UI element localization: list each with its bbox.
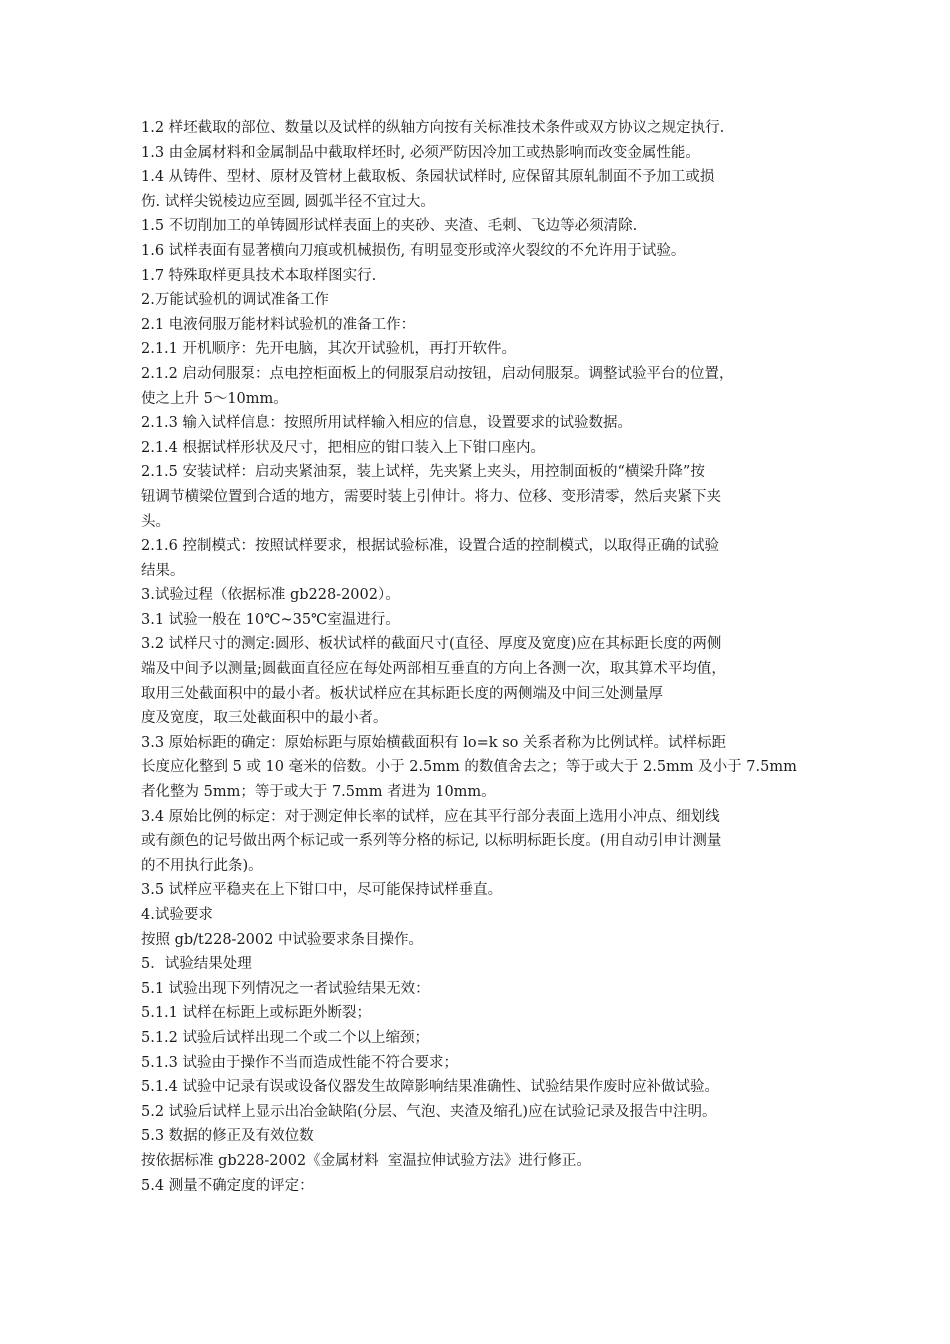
text-line: 1.2 样坯截取的部位、数量以及试样的纵轴方向按有关标准技术条件或双方协议之规定执行. <box>141 120 725 136</box>
text-line: 者化整为 5mm；等于或大于 7.5mm 者进为 10mm。 <box>141 784 496 801</box>
text-line: 度及宽度，取三处截面积中的最小者。 <box>141 710 388 727</box>
text-line: 2.1 电液伺服万能材料试验机的准备工作： <box>141 316 416 333</box>
text-line: 3.2 试样尺寸的测定:圆形、板状试样的截面尺寸(直径、厚度及宽度)应在其标距长度的两侧 <box>141 636 722 653</box>
text-line: 5.3 数据的修正及有效位数 <box>141 1128 314 1145</box>
text-line: 3.3 原始标距的确定：原始标距与原始横截面积有 lo=k so 关系者称为比例试样。试样标距 <box>141 734 726 751</box>
document-body <box>141 116 817 1198</box>
section-heading: 3.试验过程（依据标准 gb228-2002）。 <box>141 587 400 604</box>
text-line: 1.5 不切削加工的单铸圆形试样表面上的夹砂、夹渣、毛刺、飞边等必须清除. <box>141 218 638 235</box>
text-line: 端及中间予以测量;圆截面直径应在每处两部相互垂直的方向上各测一次，取其算术平均值， <box>141 661 726 678</box>
text-line: 按依据标准 gb228-2002《金属材料 室温拉伸试验方法》进行修正。 <box>141 1152 591 1169</box>
text-line: 结果。 <box>141 562 185 579</box>
section-heading: 4.试验要求 <box>141 907 213 923</box>
text-line: 的不用执行此条)。 <box>141 857 263 874</box>
text-line: 1.7 特殊取样更具技术本取样图实行. <box>141 267 377 284</box>
text-line: 5.1.4 试验中记录有误或设备仪器发生故障影响结果准确性、试验结果作废时应补做试验。 <box>141 1079 719 1096</box>
text-line: 2.1.2 启动伺服泵：点电控柜面板上的伺服泵启动按钮，启动伺服泵。调整试验平台的位置， <box>141 365 734 382</box>
text-line: 1.3 由金属材料和金属制品中截取样坯时, 必须严防因冷加工或热影响而改变金属性能。 <box>141 144 700 161</box>
text-line: 3.5 试样应平稳夹在上下钳口中，尽可能保持试样垂直。 <box>141 882 503 899</box>
text-line: 5.2 试验后试样上显示出冶金缺陷(分层、气泡、夹渣及缩孔)应在试验记录及报告中注明。 <box>141 1103 717 1120</box>
text-line: 5.1.2 试验后试样出现二个或二个以上缩颈； <box>141 1029 430 1046</box>
text-line: 3.4 原始比例的标定：对于测定伸长率的试样，应在其平行部分表面上选用小冲点、细划线 <box>141 808 720 825</box>
text-line: 长度应化整到 5 或 10 毫米的倍数。小于 2.5mm 的数值舍去之；等于或大于 2.5mm 及小于 7.5mm <box>141 759 797 776</box>
text-line: 2.1.3 输入试样信息：按照所用试样输入相应的信息，设置要求的试验数据。 <box>141 415 633 432</box>
text-line: 取用三处截面积中的最小者。板状试样应在其标距长度的两侧端及中间三处测量厚 <box>141 685 663 702</box>
text-line: 5.1 试验出现下列情况之一者试验结果无效： <box>141 980 430 997</box>
text-line: 钮调节横梁位置到合适的地方，需要时装上引伸计。将力、位移、变形清零，然后夹紧下夹 <box>141 488 721 505</box>
text-line: 使之上升 5～10mm。 <box>141 390 288 407</box>
text-line: 伤. 试样尖锐棱边应至圆, 圆弧半径不宜过大。 <box>141 193 435 210</box>
text-line: 5.1.1 试样在标距上或标距外断裂； <box>141 1005 372 1022</box>
section-heading: 2.万能试验机的调试准备工作 <box>141 292 329 309</box>
section-heading: 5．试验结果处理 <box>141 956 252 973</box>
text-line: 按照 gb/t228-2002 中试验要求条目操作。 <box>141 931 423 948</box>
text-line: 2.1.5 安装试样：启动夹紧油泵，装上试样，先夹紧上夹头，用控制面板的“横梁升降”按 <box>141 464 705 481</box>
text-line: 3.1 试验一般在 10℃~35℃室温进行。 <box>141 611 400 628</box>
text-line: 2.1.4 根据试样形状及尺寸，把相应的钳口装入上下钳口座内。 <box>141 439 546 456</box>
text-line: 或有颜色的记号做出两个标记或一系列等分格的标记, 以标明标距长度。(用自动引申计测量 <box>141 833 722 850</box>
text-line: 5.4 测量不确定度的评定： <box>141 1177 314 1194</box>
text-line: 5.1.3 试验由于操作不当而造成性能不符合要求； <box>141 1054 459 1071</box>
text-line: 2.1.1 开机顺序：先开电脑，其次开试验机，再打开软件。 <box>141 341 517 358</box>
text-line: 1.6 试样表面有显著横向刀痕或机械损伤, 有明显变形或淬火裂纹的不允许用于试验。 <box>141 242 686 259</box>
text-line: 1.4 从铸件、型材、原材及管材上截取板、条园状试样时, 应保留其原轧制面不予加工或损 <box>141 169 715 186</box>
text-line: 头。 <box>141 513 170 530</box>
text-line: 2.1.6 控制模式：按照试样要求，根据试验标准，设置合适的控制模式，以取得正确的试验 <box>141 538 719 555</box>
